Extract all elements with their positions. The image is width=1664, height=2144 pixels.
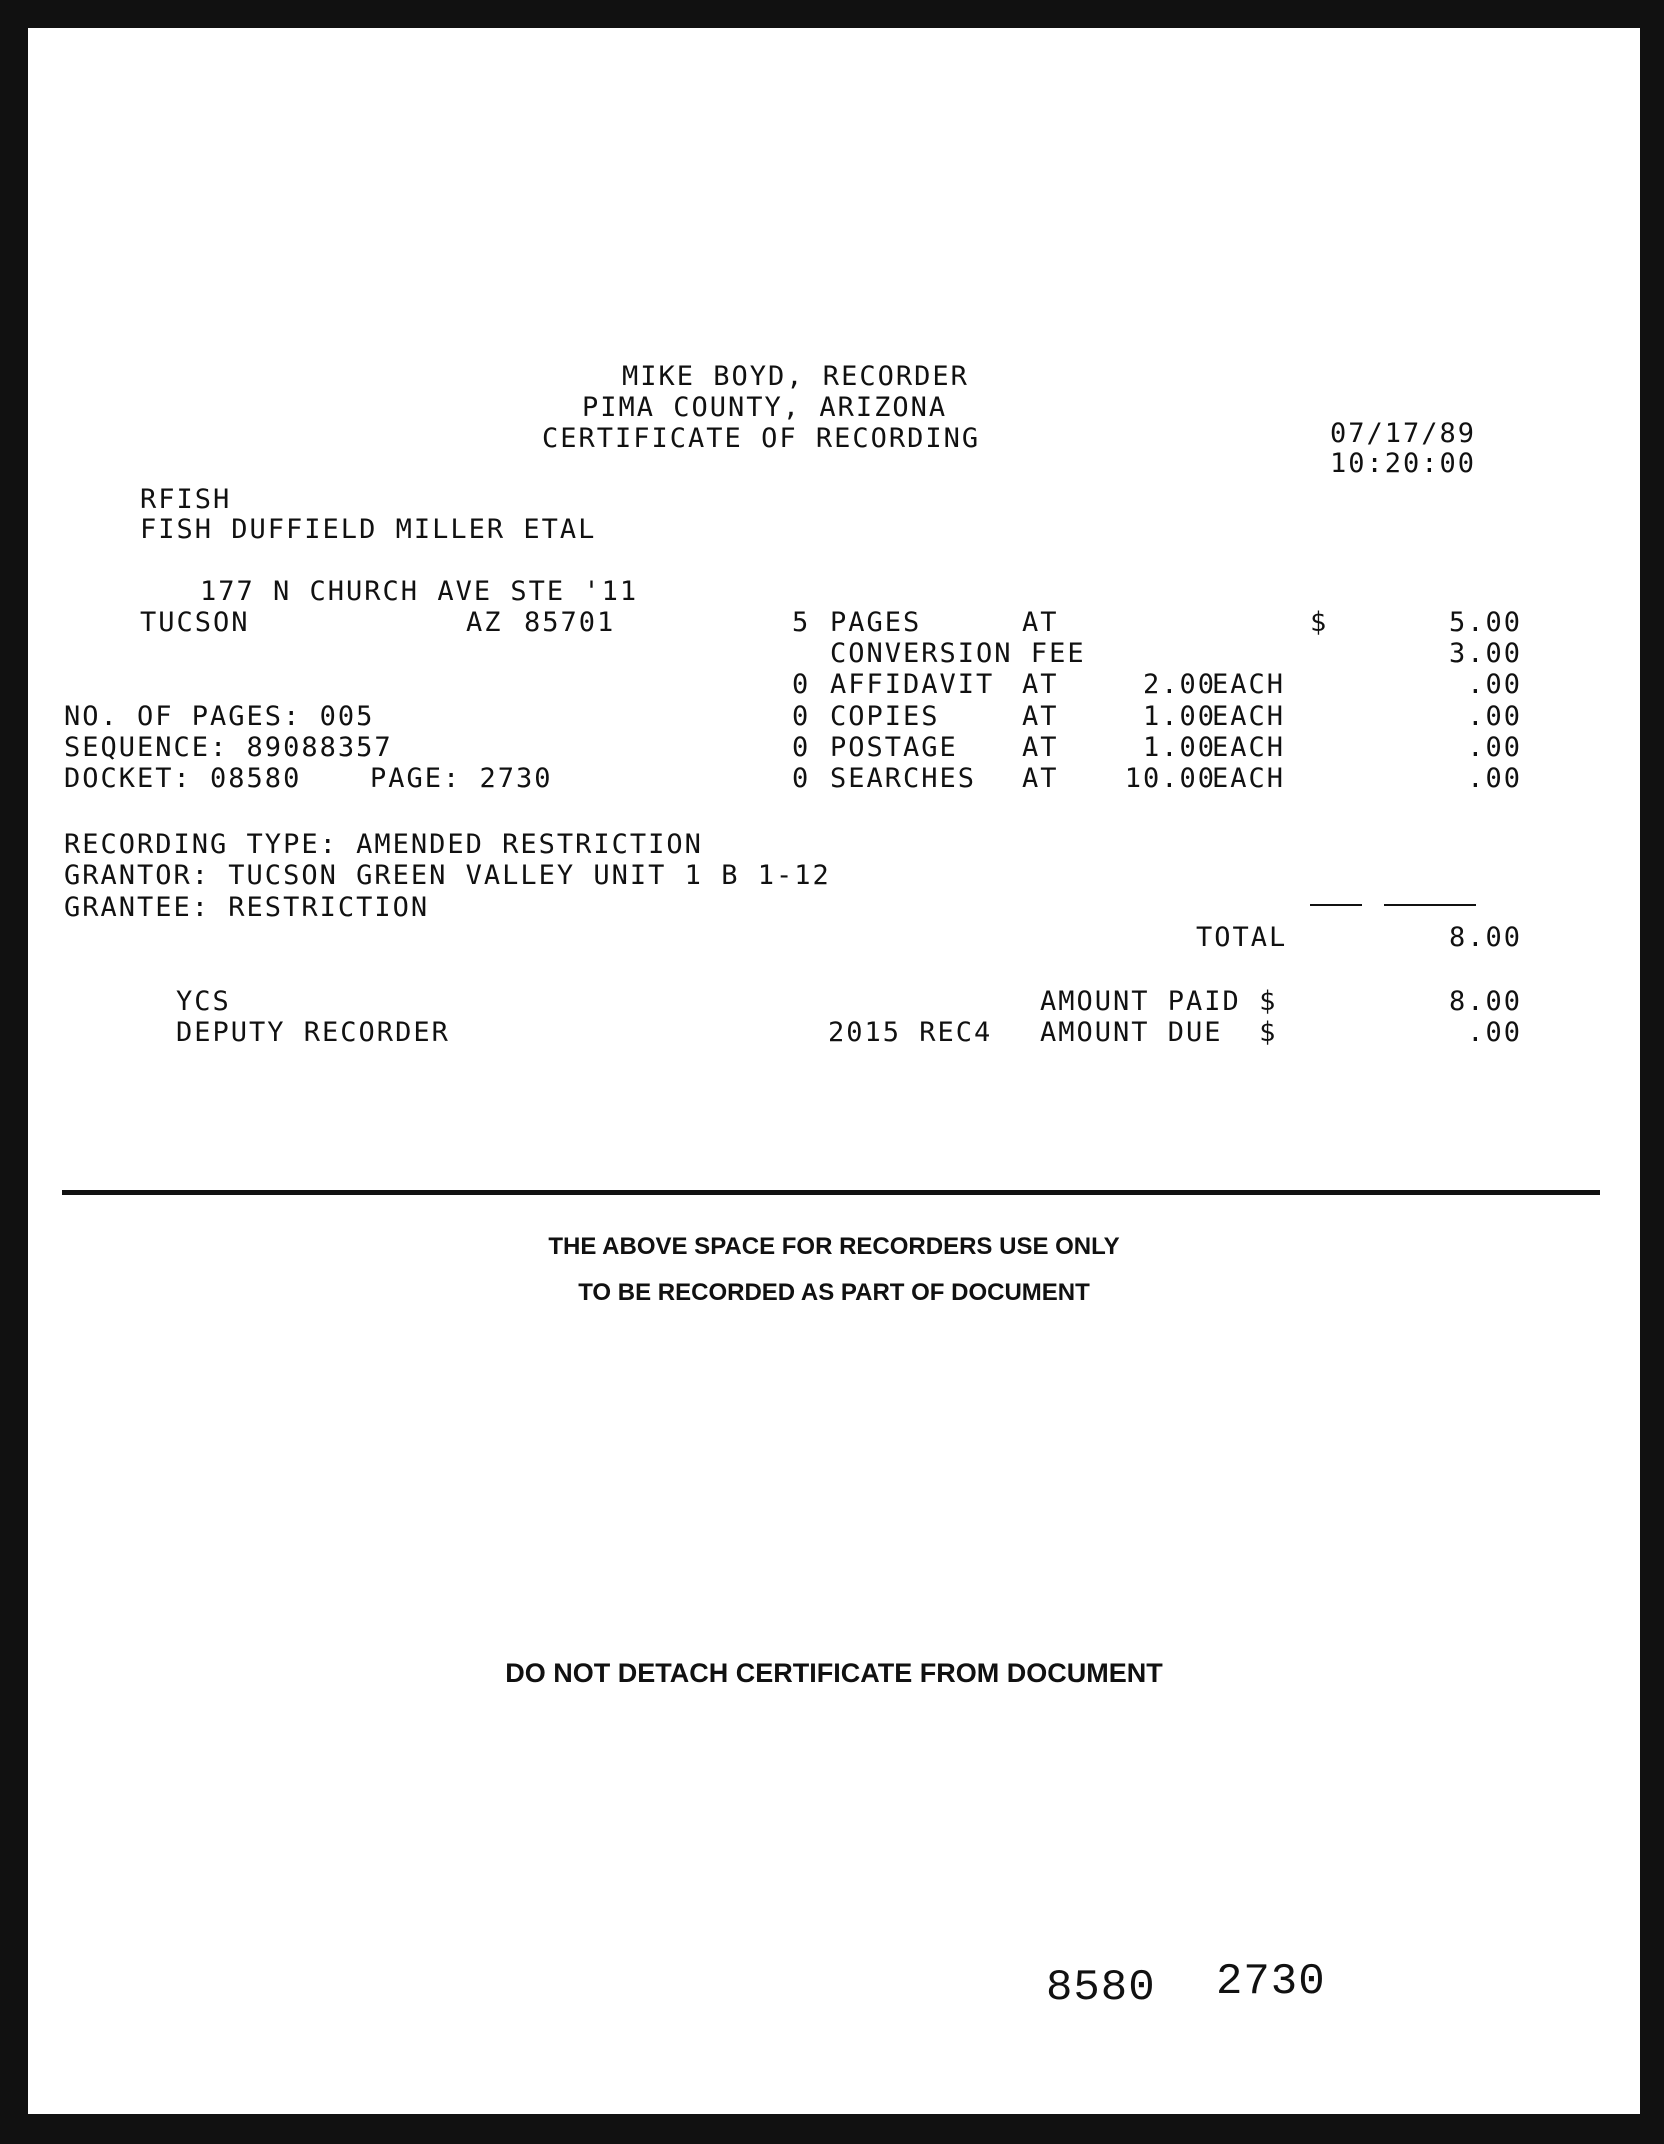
county-name: PIMA COUNTY, ARIZONA xyxy=(582,392,948,423)
fee-qty: 5 xyxy=(792,607,811,638)
fee-at: AT xyxy=(1022,701,1059,732)
station-code: 2015 REC4 xyxy=(828,1017,993,1048)
total-rule-long xyxy=(1384,904,1476,906)
fee-at: AT xyxy=(1022,763,1059,794)
deputy-title: DEPUTY RECORDER xyxy=(176,1017,450,1048)
fee-qty: 0 xyxy=(792,763,811,794)
fee-desc: SEARCHES xyxy=(830,763,977,794)
do-not-detach-notice: DO NOT DETACH CERTIFICATE FROM DOCUMENT xyxy=(505,1658,1163,1688)
fee-amount: 3.00 xyxy=(1448,638,1522,669)
fee-amount: .00 xyxy=(1467,732,1522,763)
fee-amount: .00 xyxy=(1467,763,1522,794)
total-rule-short xyxy=(1310,904,1362,906)
fee-rate: 10.00 xyxy=(1124,763,1216,794)
page-number: PAGE: 2730 xyxy=(370,763,553,794)
total-label: TOTAL xyxy=(1196,922,1288,953)
fee-each: EACH xyxy=(1212,763,1286,794)
fee-each: EACH xyxy=(1212,701,1286,732)
total-amount: 8.00 xyxy=(1448,922,1522,953)
number-of-pages: NO. OF PAGES: 005 xyxy=(64,701,375,732)
docket-number: DOCKET: 08580 xyxy=(64,763,302,794)
fee-qty: 0 xyxy=(792,732,811,763)
fee-desc: POSTAGE xyxy=(830,732,958,763)
fee-amount: .00 xyxy=(1467,701,1522,732)
fee-each: EACH xyxy=(1212,669,1286,700)
recorder-use-notice: THE ABOVE SPACE FOR RECORDERS USE ONLY xyxy=(548,1233,1120,1260)
fee-desc: AFFIDAVIT xyxy=(830,669,995,700)
recorder-name: MIKE BOYD, RECORDER xyxy=(622,361,969,392)
fee-desc: CONVERSION FEE xyxy=(830,638,1086,669)
record-as-part-notice: TO BE RECORDED AS PART OF DOCUMENT xyxy=(578,1279,1090,1306)
fee-dollar: $ xyxy=(1310,607,1329,638)
fee-rate: 1.00 xyxy=(1142,701,1216,732)
docket-stamp: 8580 xyxy=(1046,1963,1156,2013)
fee-qty: 0 xyxy=(792,669,811,700)
grantee: GRANTEE: RESTRICTION xyxy=(64,892,430,923)
amount-due: .00 xyxy=(1467,1017,1522,1048)
fee-rate: 2.00 xyxy=(1142,669,1216,700)
sequence-number: SEQUENCE: 89088357 xyxy=(64,732,393,763)
addressee-street: 177 N CHURCH AVE STE '11 xyxy=(200,576,639,607)
fee-desc: PAGES xyxy=(830,607,922,638)
addressee-city: TUCSON xyxy=(140,607,250,638)
grantor: GRANTOR: TUCSON GREEN VALLEY UNIT 1 B 1-12 xyxy=(64,860,831,891)
fee-at: AT xyxy=(1022,607,1059,638)
recording-date: 07/17/89 xyxy=(1330,418,1477,449)
certificate-page xyxy=(28,28,1640,2114)
addressee-name: FISH DUFFIELD MILLER ETAL xyxy=(140,514,597,545)
fee-qty: 0 xyxy=(792,701,811,732)
fee-amount: .00 xyxy=(1467,669,1522,700)
amount-due-label: AMOUNT DUE $ xyxy=(1040,1017,1278,1048)
amount-paid: 8.00 xyxy=(1448,986,1522,1017)
fee-at: AT xyxy=(1022,732,1059,763)
fee-each: EACH xyxy=(1212,732,1286,763)
addressee-code: RFISH xyxy=(140,484,232,515)
certificate-title: CERTIFICATE OF RECORDING xyxy=(542,423,981,454)
addressee-zip: 85701 xyxy=(524,607,616,638)
fee-desc: COPIES xyxy=(830,701,940,732)
deputy-initials: YCS xyxy=(176,986,231,1017)
page-stamp: 2730 xyxy=(1216,1957,1326,2007)
addressee-state: AZ xyxy=(466,607,503,638)
recording-time: 10:20:00 xyxy=(1330,448,1477,479)
fee-rate: 1.00 xyxy=(1142,732,1216,763)
amount-paid-label: AMOUNT PAID $ xyxy=(1040,986,1278,1017)
fee-amount: 5.00 xyxy=(1448,607,1522,638)
recorder-space-divider xyxy=(62,1190,1600,1195)
recording-type: RECORDING TYPE: AMENDED RESTRICTION xyxy=(64,829,703,860)
fee-at: AT xyxy=(1022,669,1059,700)
